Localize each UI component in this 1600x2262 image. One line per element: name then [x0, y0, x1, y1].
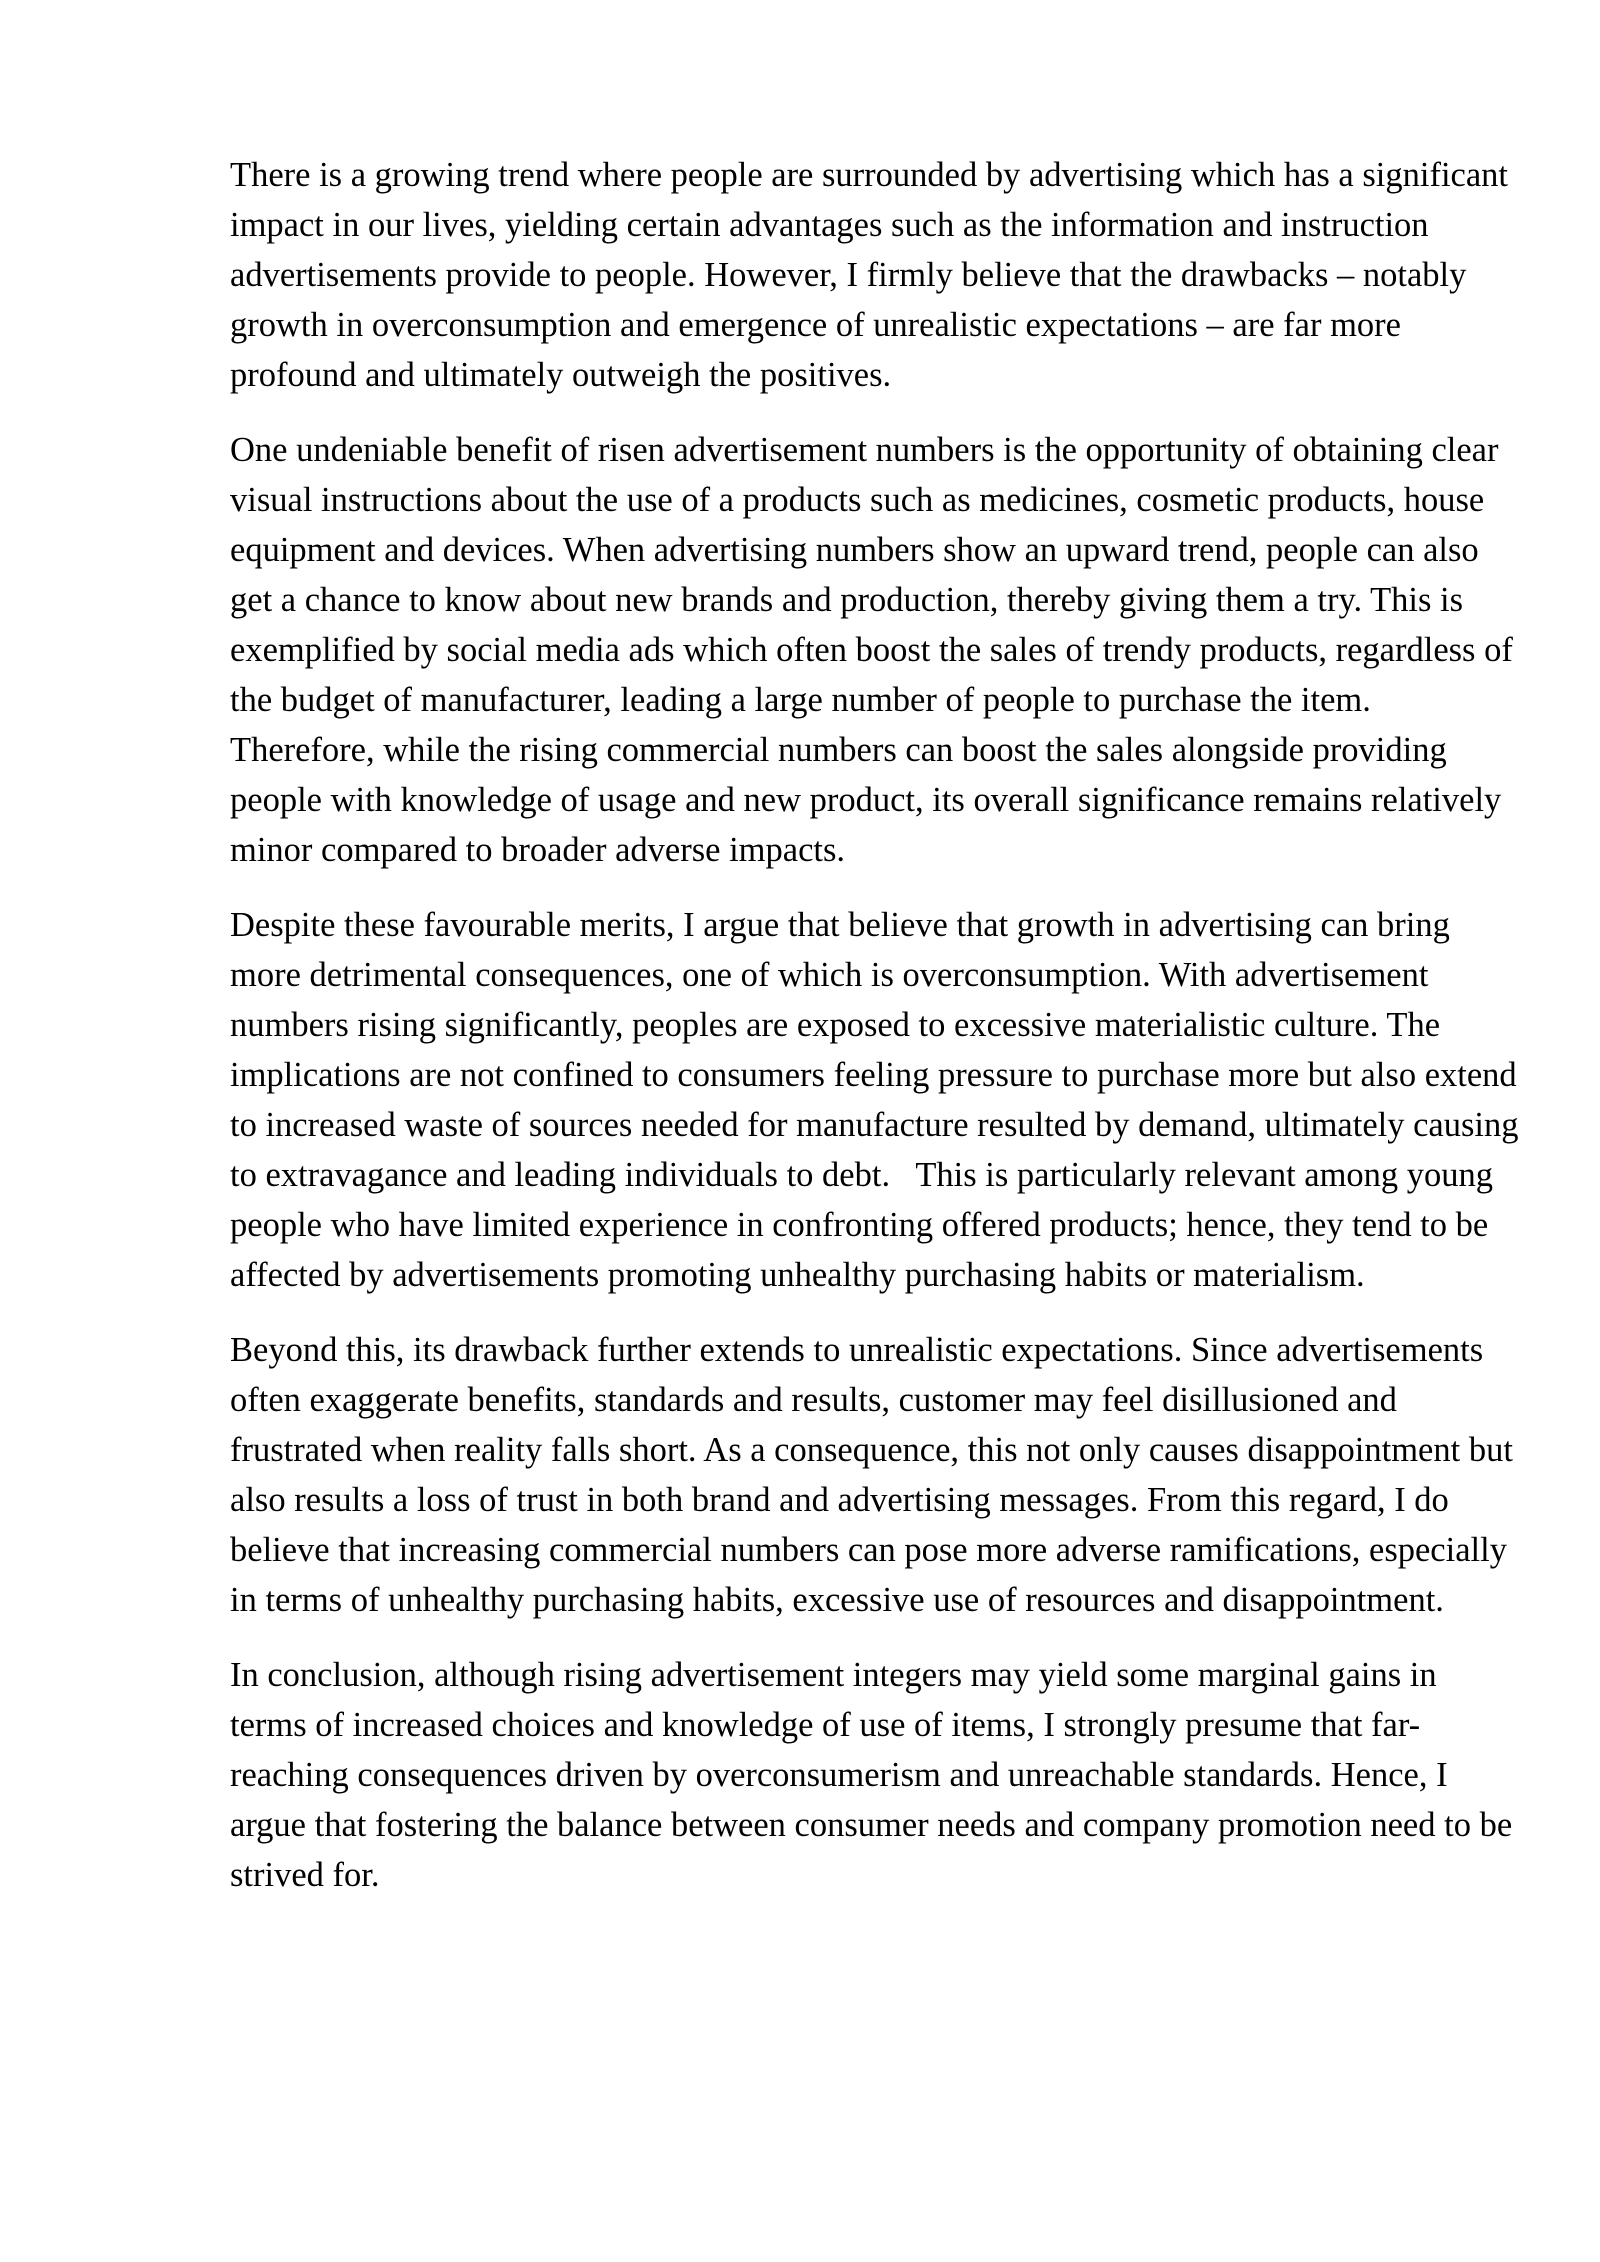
paragraph-overconsumption: Despite these favourable merits, I argue that believe that growth in advertising can bring more detrimental consequences, one of which is overconsumption. With advertisement numbers rising significantly, peoples are exposed to excessive materialistic culture. The implications are not confined to consumers feeling pressure to purchase more but also extend to increased waste of sources needed for manufacture resulted by demand, ultimately causing to extravagance and leading individuals to debt. This is particularly relevant among young people who have limited experience in confronting offered products; hence, they tend to be affected by advertisements promoting unhealthy purchasing habits or materialism.	[230, 906, 1528, 1294]
essay-body	[230, 150, 1528, 1925]
paragraph-introduction: There is a growing trend where people are surrounded by advertising which has a significant impact in our lives, yielding certain advantages such as the information and instruction advertisements provide to people. However, I firmly believe that the drawbacks – notably growth in overconsumption and emergence of unrealistic expectations – are far more profound and ultimately outweigh the positives.	[230, 156, 1517, 394]
paragraph-benefits: One undeniable benefit of risen advertisement numbers is the opportunity of obtaining clear visual instructions about the use of a products such as medicines, cosmetic products, house equipment and devices. When advertising numbers show an upward trend, people can also get a chance to know about new brands and production, thereby giving them a try. This is exemplified by social media ads which often boost the sales of trendy products, regardless of the budget of manufacturer, leading a large number of people to purchase the item. Therefore, while the rising commercial numbers can boost the sales alongside providing people with knowledge of usage and new product, its overall significance remains relatively minor compared to broader adverse impacts.	[230, 431, 1522, 869]
paragraph-conclusion: In conclusion, although rising advertisement integers may yield some marginal gains in terms of increased choices and knowledge of use of items, I strongly presume that far-reaching consequences driven by overconsumerism and unreachable standards. Hence, I argue that fostering the balance between consumer needs and company promotion need to be strived for.	[230, 1656, 1521, 1894]
paragraph-unrealistic-expectations: Beyond this, its drawback further extends to unrealistic expectations. Since advertisements often exaggerate benefits, standards and results, customer may feel disillusioned and frustrated when reality falls short. As a consequence, this not only causes disappointment but also results a loss of trust in both brand and advertising messages. From this regard, I do believe that increasing commercial numbers can pose more adverse ramifications, especially in terms of unhealthy purchasing habits, excessive use of resources and disappointment.	[230, 1331, 1522, 1619]
